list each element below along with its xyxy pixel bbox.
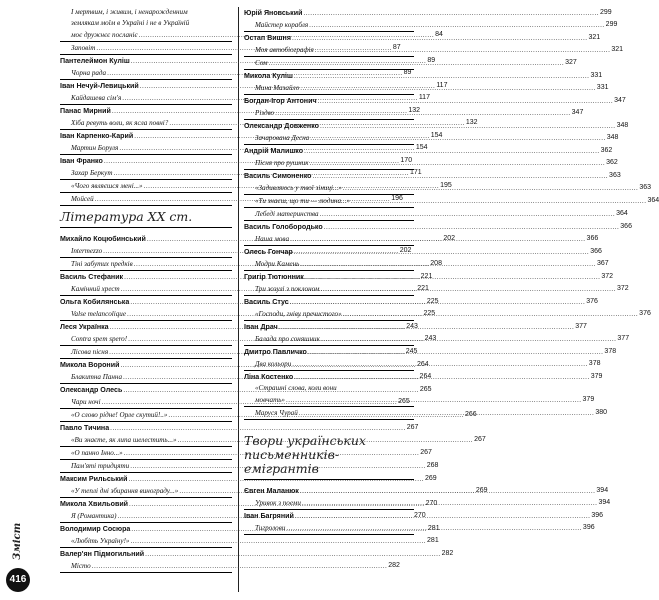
dot-leader — [321, 333, 617, 345]
work-title: «Любіть Україну!» — [71, 537, 130, 545]
dot-leader — [294, 246, 590, 258]
toc-work-entry[interactable] — [244, 195, 659, 208]
author-name: Максим Рильський — [60, 475, 128, 483]
work-title: Чари ночі — [71, 398, 101, 406]
page-ref: 379 — [582, 396, 595, 403]
work-title: «О слово рідне! Орле скутий!..» — [71, 411, 168, 419]
work-title: «О панно Інно...» — [71, 449, 123, 457]
page-ref: 268 — [426, 462, 439, 469]
page-ref: 363 — [609, 172, 621, 179]
page-ref: 202 — [399, 247, 412, 254]
toc-author-entry[interactable] — [244, 321, 587, 333]
toc-author-entry[interactable] — [244, 70, 603, 82]
author-name: Олександр Олесь — [60, 386, 123, 394]
dot-leader — [320, 283, 616, 295]
toc-work-entry[interactable] — [60, 535, 439, 548]
dot-leader — [310, 132, 606, 144]
page-ref: 372 — [616, 285, 629, 292]
toc-work-entry[interactable] — [244, 44, 624, 57]
dot-leader — [286, 394, 582, 406]
author-name: Іван Франко — [60, 157, 103, 165]
author-name: Микола Вороний — [60, 361, 120, 369]
page-ref: 132 — [408, 107, 421, 114]
author-name: Іван Нечуй-Левицький — [60, 82, 139, 90]
page-ref: 84 — [435, 31, 443, 38]
work-title: «Господи, гніву пречистого» — [255, 310, 342, 318]
author-name: Ліна Костенко — [244, 373, 294, 381]
dot-leader — [303, 7, 599, 19]
page-ref: 266 — [464, 411, 477, 418]
work-title: Моя автобіографія — [255, 46, 314, 54]
page-ref: 321 — [611, 46, 624, 53]
page-ref: 364 — [647, 197, 659, 204]
author-name: Богдан-Ігор Антонич — [244, 97, 317, 105]
dot-leader — [299, 407, 595, 419]
page-ref: 321 — [588, 34, 601, 41]
page-ref: 378 — [588, 360, 601, 367]
dot-leader — [315, 44, 611, 56]
page-ref: 267 — [420, 449, 432, 456]
work-title: «Задивляюсь у твої зіниці...» — [255, 184, 342, 192]
toc-entry-text-continued: «Страшні слова, коли вони — [255, 384, 337, 392]
author-name: Павло Тичина — [60, 424, 110, 432]
author-name: Василь Стус — [244, 298, 289, 306]
dot-leader — [304, 145, 600, 157]
page-ref: 225 — [426, 298, 439, 305]
dot-leader — [310, 157, 606, 169]
author-name: Валер'ян Підмогильний — [60, 550, 145, 558]
page-ref: 347 — [571, 109, 584, 116]
dot-leader — [300, 485, 596, 497]
work-title: Сом — [255, 59, 268, 67]
author-name: Леся Українка — [60, 323, 109, 331]
work-title: Маруся Чурай — [255, 409, 298, 417]
work-title: Блакитна Панна — [71, 373, 122, 381]
author-name: Євген Маланюк — [244, 487, 299, 495]
work-title: моє дружнєє посланіє — [71, 31, 138, 39]
page-ref: 377 — [617, 335, 630, 342]
page-ref: 367 — [596, 260, 609, 267]
page-number-badge: 416 — [6, 568, 30, 592]
toc-work-entry[interactable] — [244, 19, 618, 32]
dot-leader — [145, 548, 441, 560]
author-name: Василь Голобородько — [244, 223, 323, 231]
work-title: Contra spem spero! — [71, 335, 128, 343]
author-name: Олександр Довженко — [244, 122, 320, 130]
page-ref: 269 — [425, 475, 437, 482]
dot-leader — [305, 271, 601, 283]
dot-leader — [292, 358, 588, 370]
work-title: Місто — [71, 562, 91, 570]
page-ref: 362 — [606, 159, 618, 166]
dot-leader — [300, 82, 596, 94]
toc-work-entry[interactable] — [60, 434, 486, 447]
dot-leader — [130, 535, 426, 547]
author-name: Дмитро Павличко — [244, 348, 307, 356]
dot-leader — [313, 170, 609, 182]
work-title: Intermezzo — [71, 247, 103, 255]
dot-leader — [320, 120, 616, 132]
page-ref: 265 — [419, 386, 432, 393]
page-ref: 378 — [604, 348, 617, 355]
toc-author-entry[interactable] — [244, 7, 612, 19]
page-ref: 202 — [443, 235, 456, 242]
page-ref: 117 — [418, 94, 430, 101]
author-name: Григір Тютюнник — [244, 273, 304, 281]
page-ref: 195 — [440, 182, 452, 189]
dot-leader — [275, 107, 571, 119]
toc-work-entry[interactable] — [60, 460, 439, 473]
page-ref: 245 — [405, 348, 418, 355]
page-ref: 331 — [596, 84, 609, 91]
work-title: «Ти знаєш, що ти — людина...» — [255, 197, 350, 205]
author-name: Михайло Коцюбинський — [60, 235, 146, 243]
page-ref: 171 — [410, 169, 422, 176]
work-title: Тіні забутих предків — [71, 260, 133, 268]
work-title: Кайдашева сім'я — [71, 94, 122, 102]
dot-leader — [290, 233, 586, 245]
toc-author-entry[interactable] — [60, 473, 437, 485]
dot-leader — [294, 70, 590, 82]
author-name: Юрій Яновський — [244, 9, 303, 17]
author-name: Пантелеймон Куліш — [60, 57, 130, 65]
work-title: «Ви знаєте, як липа шелестить...» — [71, 436, 177, 444]
work-title: Захар Беркут — [71, 169, 113, 177]
work-title: Пам'яті тридцяти — [71, 462, 130, 470]
work-title: Різдво — [255, 109, 275, 117]
page-ref: 208 — [430, 260, 442, 267]
page-ref: 267 — [474, 436, 486, 443]
work-title: мовчать» — [255, 396, 285, 404]
section-heading: Твори українських письменників-емігрантів — [244, 434, 414, 480]
toc-entry-text-continued: землякам моїм в Україні і не в Україній — [71, 19, 190, 27]
toc-work-entry[interactable] — [244, 208, 628, 221]
author-name: Ольга Кобилянська — [60, 298, 130, 306]
author-name: Володимир Сосюра — [60, 525, 131, 533]
work-title: Мина Мазайло — [255, 84, 300, 92]
section-heading: Література XX ст. — [60, 210, 232, 228]
page-ref: 87 — [392, 44, 401, 51]
toc-work-entry[interactable] — [244, 157, 618, 170]
work-title: Valse melancolique — [71, 310, 126, 318]
dot-leader — [324, 221, 620, 233]
page-ref: 394 — [596, 487, 609, 494]
page-ref: 364 — [616, 210, 628, 217]
page-ref: 270 — [414, 512, 426, 519]
work-title: Я (Романтика) — [71, 512, 117, 520]
dot-leader — [286, 522, 582, 534]
author-name: Микола Куліш — [244, 72, 293, 80]
author-name: Іван Драч — [244, 323, 278, 331]
page-ref: 267 — [406, 424, 419, 431]
work-title: «Чого являєшся мені...» — [71, 182, 143, 190]
page-ref: 170 — [400, 157, 413, 164]
dot-leader — [302, 497, 598, 509]
toc-author-entry[interactable] — [244, 246, 602, 258]
work-title: Заповіт — [71, 44, 96, 52]
author-name: Олесь Гончар — [244, 248, 293, 256]
work-title: Чорна рада — [71, 69, 107, 77]
page-ref: 282 — [388, 562, 400, 569]
page-ref: 243 — [424, 335, 437, 342]
dot-leader — [351, 195, 647, 207]
author-name: Панас Мирний — [60, 107, 111, 115]
page-ref: 89 — [427, 57, 436, 64]
page-ref: 363 — [639, 184, 652, 191]
dot-leader — [92, 560, 388, 572]
page-ref: 366 — [590, 248, 602, 255]
author-name: Остап Вишня — [244, 34, 291, 42]
toc-author-entry[interactable] — [60, 422, 419, 434]
page-ref: 372 — [601, 273, 614, 280]
work-title: Майстер корабля — [255, 21, 309, 29]
work-title: Наша мова — [255, 235, 289, 243]
page-ref: 117 — [436, 82, 448, 89]
page-ref: 331 — [590, 72, 603, 79]
page-ref: 366 — [620, 223, 632, 230]
toc-author-entry[interactable] — [244, 221, 632, 233]
work-title: Лісова пісня — [71, 348, 109, 356]
dot-leader — [343, 308, 639, 320]
work-title: Уривок з поеми — [255, 499, 301, 507]
dot-leader — [309, 19, 605, 31]
page-ref: 132 — [465, 119, 478, 126]
page-ref: 270 — [425, 500, 438, 507]
author-name: Іван Карпенко-Карий — [60, 132, 134, 140]
page-ref: 347 — [614, 97, 626, 104]
page-ref: 221 — [417, 285, 429, 292]
page-ref: 327 — [565, 59, 577, 66]
toc-work-entry[interactable] — [244, 394, 595, 407]
page-ref: 243 — [406, 323, 418, 330]
work-title: Три зозулі з поклоном — [255, 285, 320, 293]
toc-author-entry[interactable] — [244, 346, 617, 358]
page-ref: 281 — [427, 525, 440, 532]
page-ref: 225 — [423, 310, 436, 317]
page-ref: 377 — [575, 323, 587, 330]
work-title: Камінний хрест — [71, 285, 120, 293]
dot-leader — [320, 208, 616, 220]
toc-entry-text-continued: І мертвим, і живим, і ненарожденним — [71, 8, 188, 16]
page-ref: 154 — [430, 132, 443, 139]
dot-leader — [279, 321, 575, 333]
page-ref: 348 — [616, 122, 629, 129]
work-title: Балада про соняшник — [255, 335, 320, 343]
work-title: Два кольори — [255, 360, 292, 368]
page-ref: 362 — [600, 147, 613, 154]
page-ref: 299 — [599, 9, 612, 16]
work-title: Мойсей — [71, 195, 94, 203]
page-ref: 154 — [415, 144, 428, 151]
dot-leader — [300, 258, 596, 270]
page-ref: 299 — [605, 21, 618, 28]
work-title: Мартин Боруля — [71, 144, 119, 152]
author-name: Василь Симоненко — [244, 172, 312, 180]
toc-work-entry[interactable] — [60, 447, 432, 460]
page-ref: 394 — [598, 499, 611, 506]
page-ref: 380 — [595, 409, 607, 416]
page-ref: 281 — [427, 537, 439, 544]
page-ref: 196 — [391, 195, 403, 202]
page-ref: 348 — [606, 134, 619, 141]
dot-leader — [290, 296, 586, 308]
page-ref: 264 — [419, 373, 432, 380]
work-title: Тигролови — [255, 524, 286, 532]
page-ref: 264 — [416, 361, 429, 368]
work-title: Хіба ревуть воли, як ясла повні? — [71, 119, 169, 127]
dot-leader — [343, 182, 639, 194]
work-title: Пісня про рушник — [255, 159, 309, 167]
author-name: Василь Стефаник — [60, 273, 124, 281]
page-ref: 366 — [586, 235, 599, 242]
page-ref: 89 — [403, 69, 412, 76]
page-ref: 396 — [582, 524, 595, 531]
page-ref: 221 — [420, 273, 433, 280]
page-ref: 396 — [591, 512, 604, 519]
page-ref: 269 — [475, 487, 488, 494]
margin-section-label: Зміст — [12, 522, 23, 560]
page-ref: 379 — [590, 373, 603, 380]
dot-leader — [294, 371, 590, 383]
page-ref: 376 — [586, 298, 598, 305]
dot-leader — [318, 95, 614, 107]
page-ref: 282 — [441, 550, 454, 557]
work-title: Лебеді материнства — [255, 210, 319, 218]
page-ref: 265 — [398, 398, 410, 405]
dot-leader — [269, 57, 565, 69]
work-title: «У теплі дні збирання винограду...» — [71, 487, 179, 495]
author-name: Андрій Малишко — [244, 147, 304, 155]
dot-leader — [292, 32, 588, 44]
author-name: Іван Багряний — [244, 512, 294, 520]
dot-leader — [295, 510, 591, 522]
toc-work-entry[interactable] — [60, 560, 400, 573]
author-name: Микола Хвильовий — [60, 500, 129, 508]
toc-author-entry[interactable] — [60, 548, 454, 560]
page-ref: 376 — [639, 310, 651, 317]
work-title: Модри Камень — [255, 260, 300, 268]
dot-leader — [308, 346, 604, 358]
work-title: Зачарована Десна — [255, 134, 310, 142]
